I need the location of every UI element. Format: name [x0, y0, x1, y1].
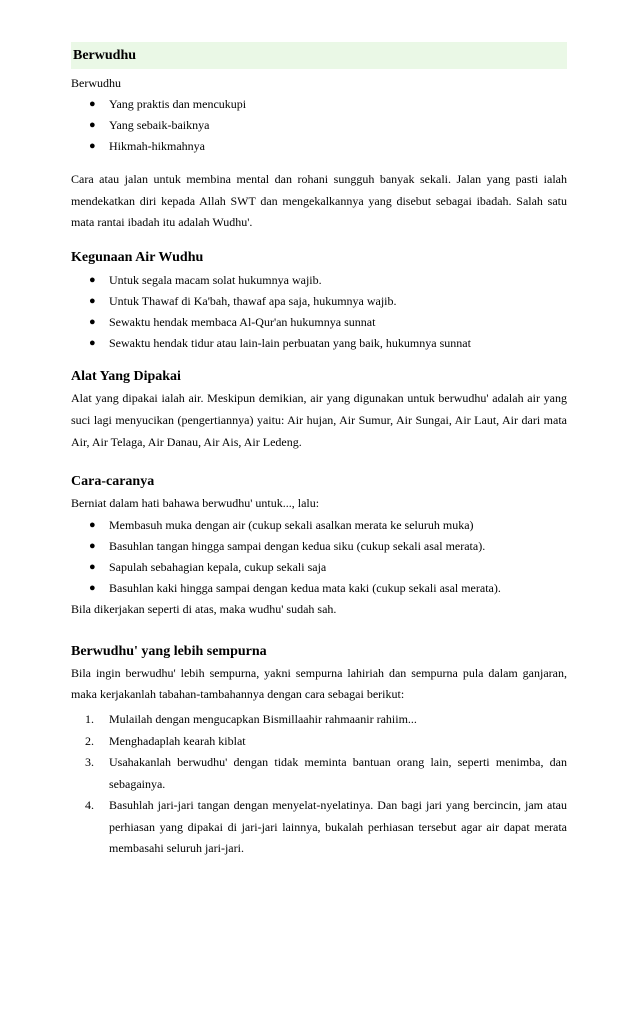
- list-item: ● Sewaktu hendak tidur atau lain-lain perbuatan yang baik, hukumnya sunnat: [71, 333, 567, 354]
- list-item: 4. Basuhlah jari-jari tangan dengan menyelat-nyelatinya. Dan bagi jari yang bercincin, jam atau perhiasan yang dipakai di jari-jari lainnya, bukalah perhiasan tersebut agar air dapat merata membasahi seluruh jari-jari.: [85, 798, 567, 856]
- list-item: ● Basuhlan kaki hingga sampai dengan kedua mata kaki (cukup sekali asal merata).: [71, 578, 567, 599]
- list-item: ● Basuhlan tangan hingga sampai dengan kedua siku (cukup sekali asal merata).: [71, 536, 567, 557]
- list-item: ● Sewaktu hendak membaca Al-Qur'an hukumnya sunnat: [71, 312, 567, 333]
- paragraph-cara-intro: Berniat dalam hati bahawa berwudhu' untuk..., lalu:: [71, 496, 320, 511]
- bullet-icon: ●: [89, 98, 96, 110]
- paragraph-berwudhu: Cara atau jalan untuk membina mental dan rohani sungguh banyak sekali. Jalan yang pasti ialah mendekatkan diri kepada Allah SWT dan mengekalkannya yang disebut sebagai ibadah. Salah satu mata rantai ibadah itu adalah Wudhu'.: [71, 172, 567, 230]
- paragraph-alat: Alat yang dipakai ialah air. Meskipun demikian, air yang digunakan untuk berwudhu' adalah air yang suci lagi menyucikan (pengertiannya) yaitu: Air hujan, Air Sumur, Air Sungai, Air Laut, Air dari mata Air, Air Telaga, Air Danau, Air Ais, Air Ledeng.: [71, 391, 567, 449]
- kegunaan-list: [71, 270, 567, 354]
- bullet-icon: ●: [89, 274, 96, 287]
- list-item: ● Hikmah-hikmahnya: [71, 136, 567, 157]
- heading-alat: Alat Yang Dipakai: [71, 369, 181, 385]
- berwudhu-list: [71, 94, 567, 157]
- list-item: ● Sapulah sebahagian kepala, cukup sekali saja: [71, 557, 567, 578]
- heading-kegunaan: Kegunaan Air Wudhu: [71, 250, 204, 266]
- list-item: ● Yang sebaik-baiknya: [71, 115, 567, 136]
- list-item: 1. Mulailah dengan mengucapkan Bismillaahir rahmaanir rahiim...: [85, 712, 417, 727]
- paragraph-cara-outro: Bila dikerjakan seperti di atas, maka wudhu' sudah sah.: [71, 601, 337, 616]
- list-item: ● Untuk segala macam solat hukumnya wajib.: [71, 270, 567, 291]
- heading-sempurna: Berwudhu' yang lebih sempurna: [71, 643, 267, 659]
- section-title-berwudhu: Berwudhu: [71, 42, 567, 69]
- bullet-icon: ●: [89, 560, 96, 573]
- bullet-icon: ●: [89, 581, 96, 594]
- bullet-icon: ●: [89, 518, 96, 531]
- bullet-icon: ●: [89, 539, 96, 552]
- list-item: ● Yang praktis dan mencukupi: [71, 94, 567, 115]
- list-item: ● Membasuh muka dengan air (cukup sekali asalkan merata ke seluruh muka): [71, 515, 567, 536]
- list-item: ● Untuk Thawaf di Ka'bah, thawaf apa saja, hukumnya wajib.: [71, 291, 567, 312]
- bullet-icon: ●: [89, 316, 96, 329]
- list-item: 3. Usahakanlah berwudhu' dengan tidak meminta bantuan orang lain, seperti menimba, dan sebagainya.: [85, 755, 567, 791]
- heading-cara: Cara-caranya: [71, 474, 155, 490]
- document-page: [71, 42, 567, 860]
- bullet-icon: ●: [89, 337, 96, 350]
- cara-list: [71, 515, 567, 599]
- sempurna-list: [71, 709, 567, 860]
- paragraph-sempurna: Bila ingin berwudhu' lebih sempurna, yakni sempurna lahiriah dan sempurna pula dalam ganjaran, maka kerjakanlah tabahan-tambahannya dengan cara sebagai berikut:: [71, 665, 567, 702]
- bullet-icon: ●: [89, 119, 96, 131]
- bullet-icon: ●: [89, 140, 96, 152]
- bullet-icon: ●: [89, 295, 96, 308]
- subtitle-berwudhu: Berwudhu: [71, 76, 121, 90]
- list-item: 2. Menghadaplah kearah kiblat: [85, 733, 246, 748]
